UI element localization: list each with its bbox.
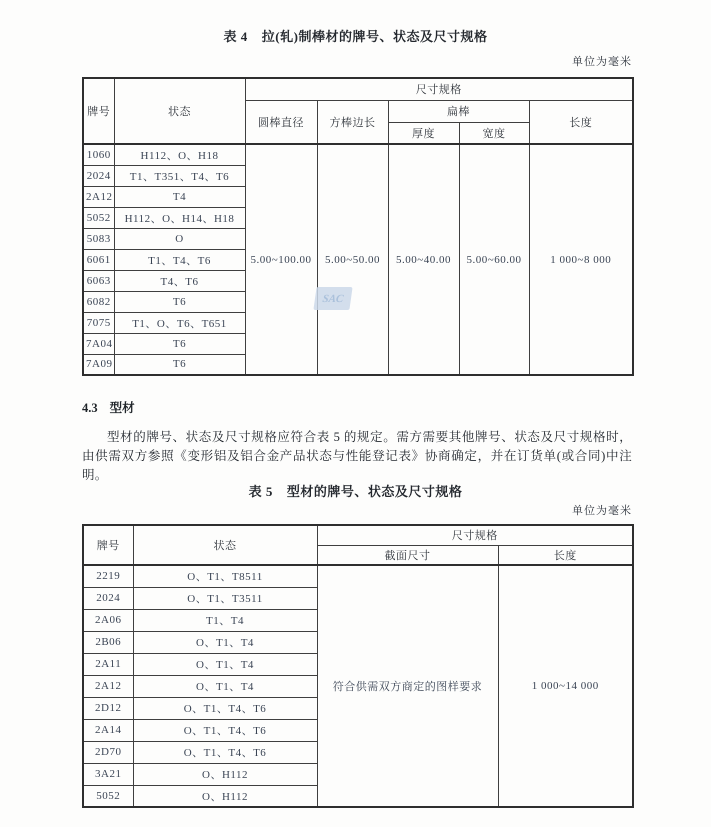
temper-cell: T6 — [114, 333, 245, 354]
designation-cell: 6082 — [83, 291, 114, 312]
temper-cell: T4、T6 — [114, 270, 245, 291]
col-header-temper: 状态 — [133, 525, 317, 565]
table5-title-text: 型材的牌号、状态及尺寸规格 — [286, 484, 463, 499]
table4-title-number: 表 4 — [223, 29, 248, 44]
table5-unit-label: 单位为毫米 — [572, 505, 632, 517]
temper-cell: H112、O、H14、H18 — [114, 207, 245, 228]
sac-watermark: SAC — [313, 287, 352, 310]
designation-cell: 2A11 — [83, 653, 133, 675]
col-header-size-spec: 尺寸规格 — [317, 525, 633, 545]
designation-cell: 2219 — [83, 565, 133, 587]
designation-cell: 2B06 — [83, 631, 133, 653]
section-heading — [82, 398, 135, 416]
designation-cell: 5052 — [83, 207, 114, 228]
designation-cell: 7A04 — [83, 333, 114, 354]
designation-cell: 2A14 — [83, 719, 133, 741]
col-header-square-side: 方棒边长 — [317, 100, 388, 144]
designation-cell: 7A09 — [83, 354, 114, 375]
col-header-width: 宽度 — [459, 122, 529, 144]
temper-cell: O、T1、T4、T6 — [133, 741, 317, 763]
col-header-round-diameter: 圆棒直径 — [245, 100, 317, 144]
designation-cell: 5052 — [83, 785, 133, 807]
temper-cell: O、T1、T4、T6 — [133, 719, 317, 741]
merged-spec-cell: 5.00~60.00 — [459, 144, 529, 375]
temper-cell: T6 — [114, 354, 245, 375]
designation-cell: 7075 — [83, 312, 114, 333]
col-header-length: 长度 — [529, 100, 633, 144]
section-heading-number: 4.3 — [82, 401, 98, 415]
table5-title-number: 表 5 — [248, 484, 273, 499]
section-heading-text: 型材 — [109, 401, 135, 415]
table5-title — [0, 481, 711, 500]
col-header-temper: 状态 — [114, 78, 245, 144]
col-header-length: 长度 — [498, 545, 633, 565]
col-header-designation: 牌号 — [83, 78, 114, 144]
merged-spec-cell: 1 000~14 000 — [498, 565, 633, 807]
section-paragraph: 型材的牌号、状态及尺寸规格应符合表 5 的规定。需方需要其他牌号、状态及尺寸规格时，由供需双方参照《变形铝及铝合金产品状态与性能登记表》协商确定，并在订货单(或合同)中注明。 — [82, 430, 632, 482]
col-header-size-spec: 尺寸规格 — [245, 78, 633, 100]
col-header-flat-bar: 扁棒 — [388, 100, 529, 122]
table4-unit-label: 单位为毫米 — [572, 56, 632, 68]
temper-cell: T1、T351、T4、T6 — [114, 165, 245, 186]
table4 — [82, 77, 634, 376]
table4-title — [0, 26, 711, 45]
temper-cell: T1、T4、T6 — [114, 249, 245, 270]
designation-cell: 2024 — [83, 165, 114, 186]
designation-cell: 1060 — [83, 144, 114, 165]
temper-cell: T1、T4 — [133, 609, 317, 631]
temper-cell: O、T1、T4 — [133, 653, 317, 675]
temper-cell: O、T1、T4、T6 — [133, 697, 317, 719]
temper-cell: O、H112 — [133, 763, 317, 785]
merged-spec-cell: 5.00~100.00 — [245, 144, 317, 375]
temper-cell: T6 — [114, 291, 245, 312]
temper-cell: O、T1、T3511 — [133, 587, 317, 609]
temper-cell: H112、O、H18 — [114, 144, 245, 165]
designation-cell: 6061 — [83, 249, 114, 270]
table5 — [82, 524, 634, 808]
temper-cell: O、T1、T4 — [133, 675, 317, 697]
temper-cell: T1、O、T6、T651 — [114, 312, 245, 333]
designation-cell: 2A12 — [83, 675, 133, 697]
designation-cell: 2A06 — [83, 609, 133, 631]
designation-cell: 2024 — [83, 587, 133, 609]
designation-cell: 6063 — [83, 270, 114, 291]
merged-spec-cell: 1 000~8 000 — [529, 144, 633, 375]
table4-title-text: 拉(轧)制棒材的牌号、状态及尺寸规格 — [261, 29, 488, 44]
col-header-section-size: 截面尺寸 — [317, 545, 498, 565]
col-header-thickness: 厚度 — [388, 122, 459, 144]
temper-cell: O、H112 — [133, 785, 317, 807]
table-row — [83, 565, 633, 587]
table-row — [83, 144, 633, 165]
designation-cell: 2D12 — [83, 697, 133, 719]
col-header-designation: 牌号 — [83, 525, 133, 565]
designation-cell: 3A21 — [83, 763, 133, 785]
temper-cell: O、T1、T8511 — [133, 565, 317, 587]
designation-cell: 2D70 — [83, 741, 133, 763]
merged-spec-cell: 5.00~50.00 — [317, 144, 388, 375]
temper-cell: T4 — [114, 186, 245, 207]
designation-cell: 2A12 — [83, 186, 114, 207]
merged-spec-cell: 符合供需双方商定的图样要求 — [317, 565, 498, 807]
temper-cell: O — [114, 228, 245, 249]
merged-spec-cell: 5.00~40.00 — [388, 144, 459, 375]
designation-cell: 5083 — [83, 228, 114, 249]
temper-cell: O、T1、T4 — [133, 631, 317, 653]
